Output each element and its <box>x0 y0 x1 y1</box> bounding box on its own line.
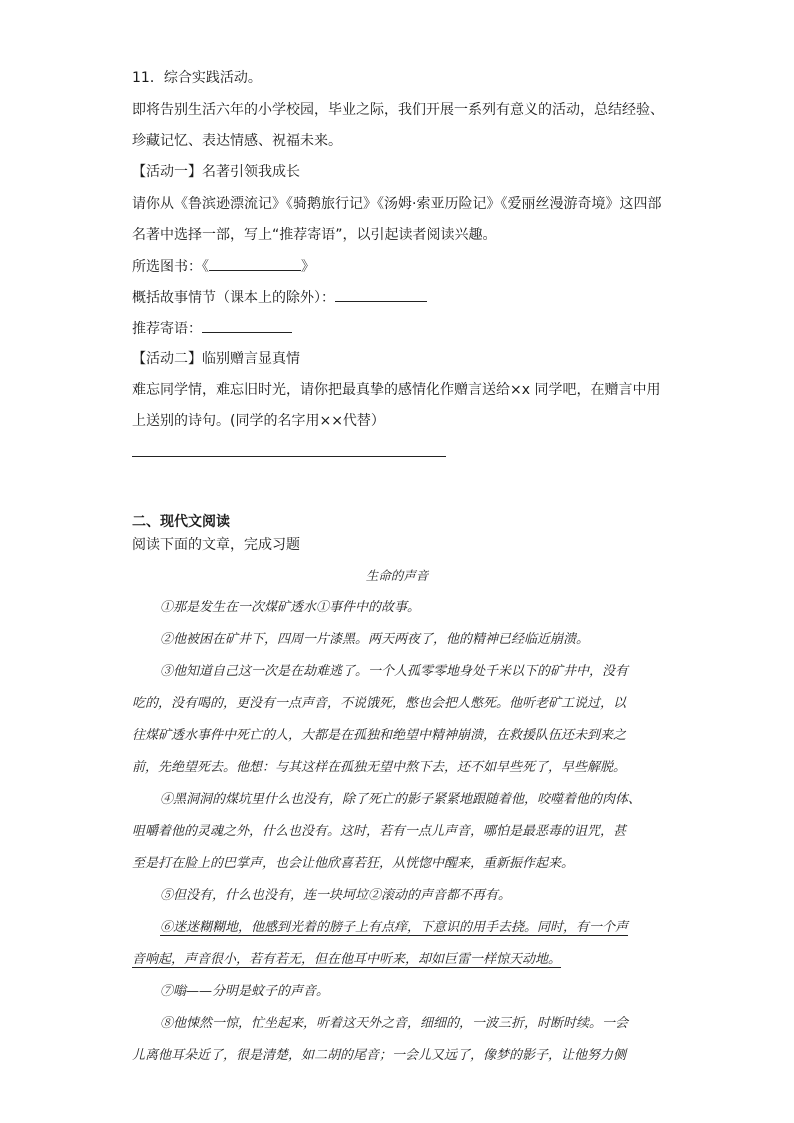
book-close: 》 <box>301 259 315 275</box>
passage-line: 往煤矿透水事件中死亡的人，大都是在孤独和绝望中精神崩溃，在救援队伍还未到来之 <box>132 728 627 743</box>
passage-title: 生命的声音 <box>365 568 429 583</box>
activity2-prompt-line: 上送别的诗句。(同学的名字用××代替） <box>132 413 385 429</box>
passage-line: ②他被困在矿井下，四周一片漆黑。两天两夜了，他的精神已经临近崩溃。 <box>160 632 590 647</box>
passage-line: ⑦嗡——分明是蚊子的声音。 <box>160 984 330 999</box>
activity2-prompt-line: 难忘同学情，难忘旧时光，请你把最真挚的感情化作赠言送给×x 同学吧，在赠言中用 <box>132 382 661 398</box>
plot-label: 概括故事情节（课本上的除外）： <box>132 290 335 306</box>
section-heading: 二、现代文阅读 <box>132 514 230 530</box>
passage-line: ④黑洞洞的煤坑里什么也没有，除了死亡的影子紧紧地跟随着他，咬噬着他的肉体、 <box>160 792 642 807</box>
passage-line: ③他知道自己这一次是在劫难逃了。一个人孤零零地身处千米以下的矿井中，没有 <box>160 664 629 679</box>
passage-line: 咀嚼着他的灵魂之外，什么也没有。这时，若有一点儿声音，哪怕是最恶毒的诅咒，甚 <box>132 824 627 839</box>
activity1-prompt-line: 请你从《鲁滨逊漂流记》《骑鹅旅行记》《汤姆·索亚历险记》《爱丽丝漫游奇境》这四部 <box>132 196 662 212</box>
passage-line: ⑧他悚然一惊，忙坐起来，听着这天外之音，细细的，一波三折，时断时续。一会 <box>160 1016 629 1031</box>
passage-underlined-line: 音响起，声音很小，若有若无，但在他耳中听来，却如巨雷一样惊天动地。 <box>132 952 562 967</box>
activity1-prompt-line: 名著中选择一部，写上“推荐寄语”，以引起读者阅读兴趣。 <box>132 227 497 243</box>
intro-line: 珍藏记忆、表达情感、祝福未来。 <box>132 133 342 149</box>
passage-line: 前，先绝望死去。他想：与其这样在孤独无望中熬下去，还不如早些死了，早些解脱。 <box>132 760 627 775</box>
passage-line: 至是打在脸上的巴掌声，也会让他欣喜若狂，从恍惚中醒来，重新振作起来。 <box>132 856 575 871</box>
passage-line: 儿离他耳朵近了，很是清楚，如二胡的尾音；一会儿又远了，像梦的影子，让他努力侧 <box>132 1048 627 1063</box>
question-heading: 11．综合实践活动。 <box>132 70 262 86</box>
passage-line: 吃的，没有喝的，更没有一点声音，不说饿死，憋也会把人憋死。他听老矿工说过，以 <box>132 696 627 711</box>
reading-passage <box>132 0 662 1123</box>
book-label: 所选图书：《 <box>132 259 209 275</box>
passage-line: ①那是发生在一次煤矿透水①事件中的故事。 <box>160 600 421 615</box>
recommend-label: 推荐寄语： <box>132 321 202 337</box>
passage-underlined-line: ⑥迷迷糊糊地，他感到光着的膀子上有点痒，下意识的用手去挠。同时，有一个声 <box>160 920 629 935</box>
section-instruction: 阅读下面的文章，完成习题 <box>132 537 300 553</box>
intro-line: 即将告别生活六年的小学校园，毕业之际，我们开展一系列有意义的活动，总结经验、 <box>132 102 664 118</box>
activity1-title: 【活动一】名著引领我成长 <box>132 164 300 180</box>
passage-line: ⑤但没有，什么也没有，连一块坷垃②滚动的声音都不再有。 <box>160 888 512 903</box>
activity2-title: 【活动二】临别赠言显真情 <box>132 351 300 367</box>
